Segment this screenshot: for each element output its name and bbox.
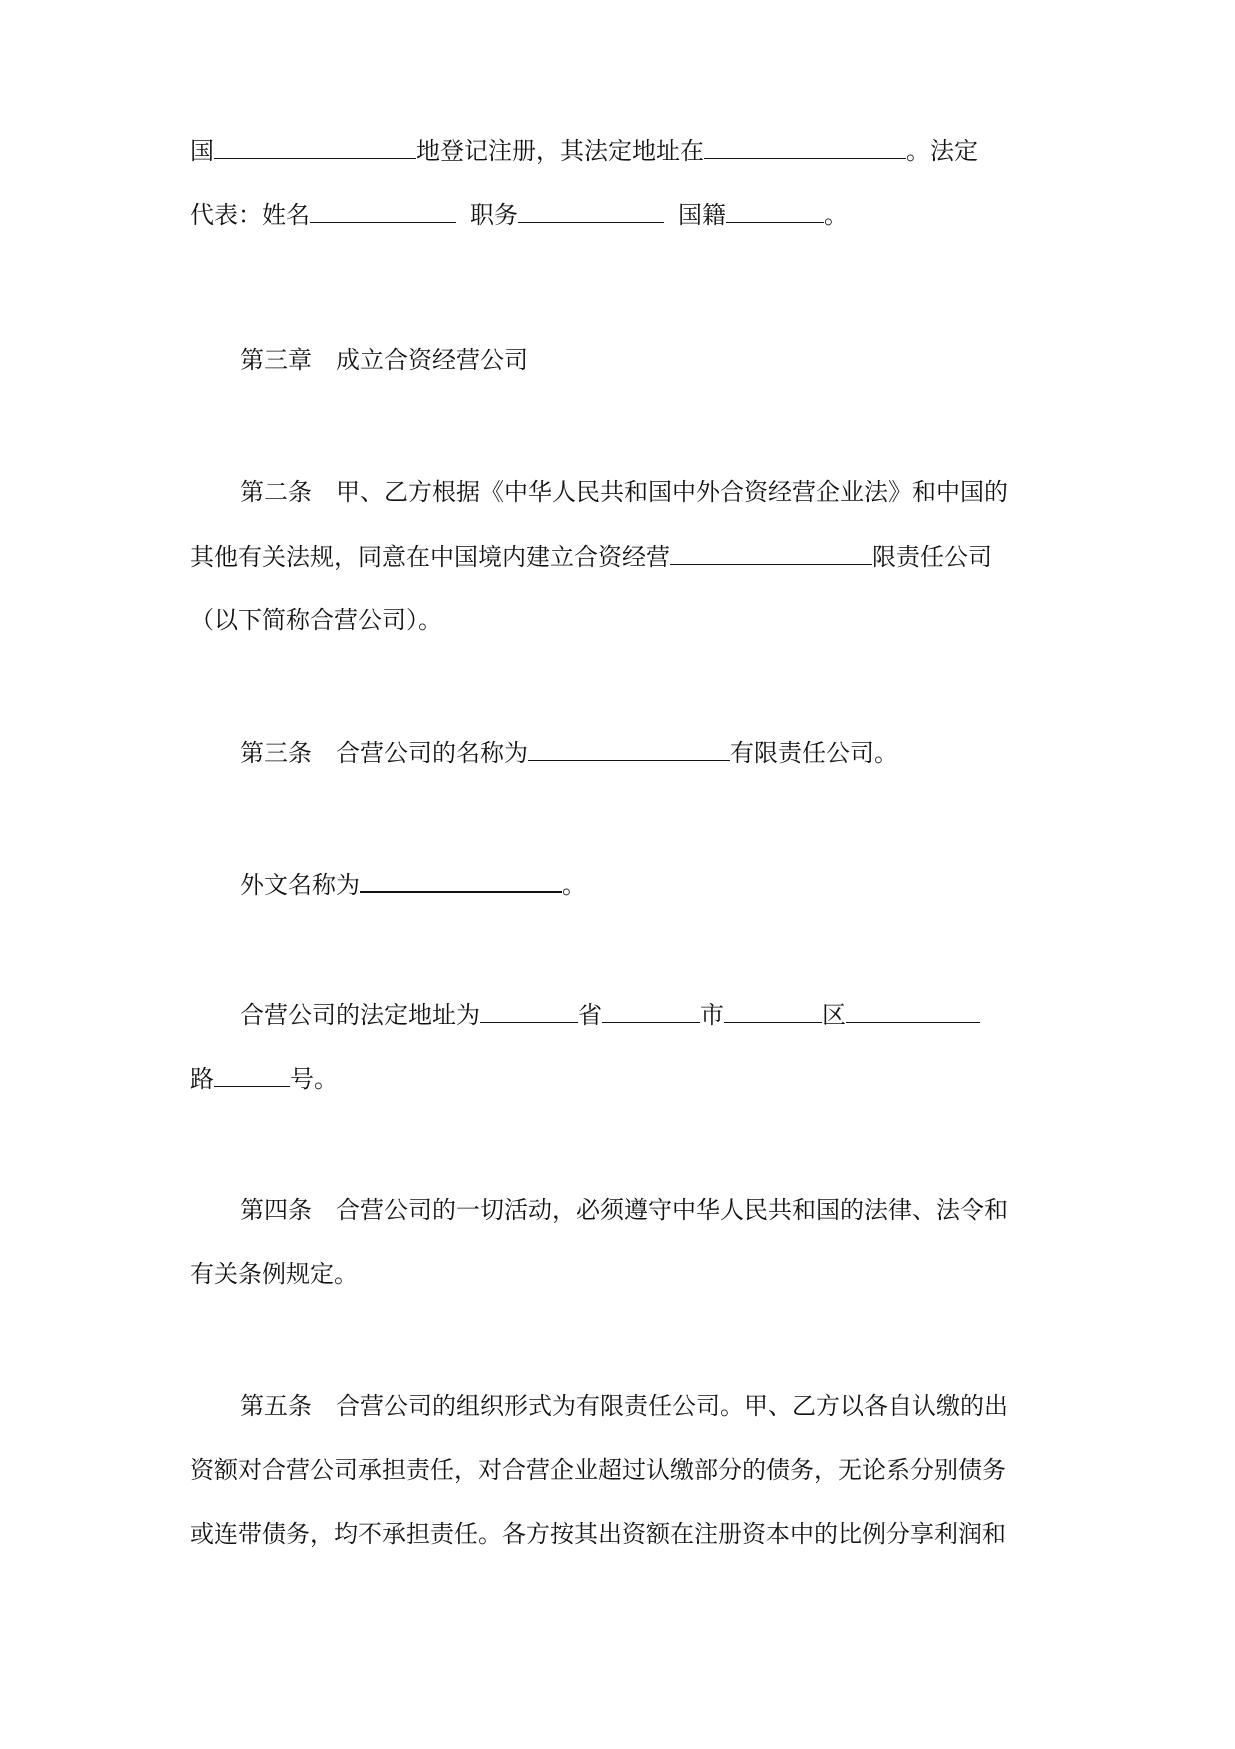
blank-field-district[interactable]: [724, 996, 822, 1023]
text-segment: 合营公司的一切活动，必须遵守中华人民共和国的法律、法令和: [336, 1196, 1008, 1224]
text-segment: 资额对合营公司承担责任，对合营企业超过认缴部分的债务，无论系分别债务: [190, 1456, 1006, 1484]
text-segment: 甲、乙方根据《中华人民共和国中外合资经营企业法》和中国的: [336, 478, 1008, 506]
article-number: 第三条: [240, 739, 312, 767]
text-segment: 限责任公司: [872, 543, 992, 571]
article-line: [240, 1388, 1008, 1424]
text-line: [190, 1060, 338, 1096]
text-line: [190, 1516, 1006, 1552]
blank-field-name[interactable]: [310, 196, 456, 223]
text-segment: 其他有关法规，同意在中国境内建立合资经营: [190, 543, 670, 571]
article-line: [240, 1192, 1008, 1228]
blank-field-road[interactable]: [846, 996, 980, 1023]
text-line: [190, 1452, 1006, 1488]
text-segment: 合营公司的组织形式为有限责任公司。甲、乙方以各自认缴的出: [336, 1392, 1008, 1420]
text-segment: （以下简称合营公司）。: [190, 606, 442, 634]
text-line: [240, 865, 586, 901]
text-segment: 代表：姓名: [190, 201, 310, 229]
blank-field-position[interactable]: [518, 196, 664, 223]
text-line: [190, 1256, 358, 1292]
blank-field-jv-type[interactable]: [670, 538, 872, 565]
text-segment: 路: [190, 1065, 214, 1093]
article-number: 第五条: [240, 1392, 312, 1420]
text-segment: 合营公司的法定地址为: [240, 1001, 480, 1029]
blank-field-number[interactable]: [214, 1060, 290, 1087]
text-line: [190, 602, 442, 638]
article-line: [240, 474, 1008, 510]
text-segment: 省: [578, 1001, 602, 1029]
article-line: [240, 734, 898, 770]
chapter-title: 成立合资经营公司: [336, 346, 528, 374]
text-segment: 合营公司的名称为: [336, 739, 528, 767]
article-number: 第二条: [240, 478, 312, 506]
blank-field-nationality[interactable]: [726, 196, 824, 223]
text-segment: 市: [700, 1001, 724, 1029]
blank-field-foreign-name[interactable]: [360, 865, 562, 893]
blank-field-city[interactable]: [602, 996, 700, 1023]
text-line: [190, 538, 992, 574]
text-segment: 或连带债务，均不承担责任。各方按其出资额在注册资本中的比例分享利润和: [190, 1520, 1006, 1548]
chapter-heading: [240, 342, 528, 378]
blank-field-country[interactable]: [214, 132, 416, 159]
text-segment: 地登记注册，其法定地址在: [416, 137, 704, 165]
text-segment: 有关条例规定。: [190, 1260, 358, 1288]
text-segment: 区: [822, 1001, 846, 1029]
text-segment: 职务: [470, 201, 518, 229]
text-segment: 国: [190, 137, 214, 165]
text-segment: 有限责任公司。: [730, 739, 898, 767]
text-line: [190, 196, 848, 232]
article-number: 第四条: [240, 1196, 312, 1224]
blank-field-province[interactable]: [480, 996, 578, 1023]
chapter-number: 第三章: [240, 346, 312, 374]
text-segment: 。: [562, 871, 586, 899]
text-segment: 。法定: [906, 137, 978, 165]
blank-field-company-name[interactable]: [528, 734, 730, 761]
blank-field-address[interactable]: [704, 132, 906, 159]
text-segment: 号。: [290, 1065, 338, 1093]
text-segment: 国籍: [678, 201, 726, 229]
text-line: [240, 996, 980, 1032]
text-segment: 。: [824, 201, 848, 229]
text-line: [190, 132, 978, 168]
text-segment: 外文名称为: [240, 871, 360, 899]
